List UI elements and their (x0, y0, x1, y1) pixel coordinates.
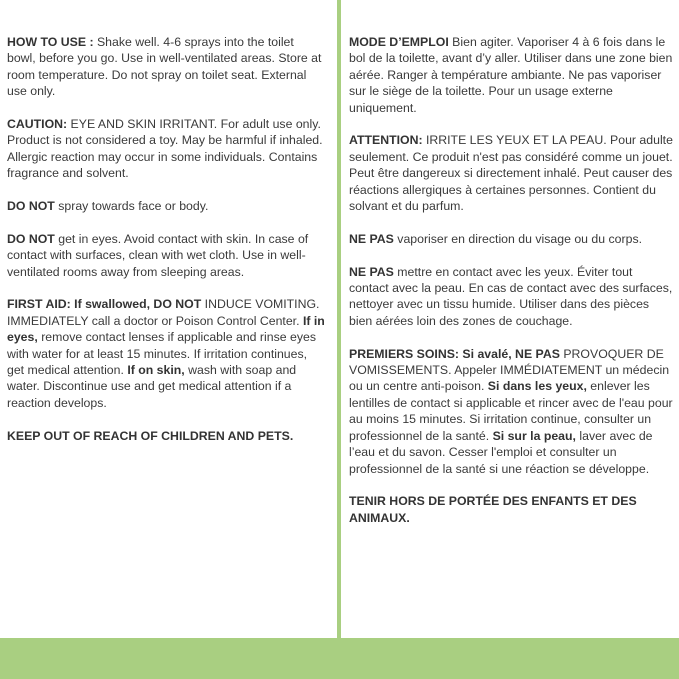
ne-pas-yeux-heading: NE PAS (349, 264, 394, 279)
first-aid-text-1: INDUCE VOMITING. IMMEDIATELY call a doctor or Poison Control Center. (7, 297, 320, 328)
caution-text: EYE AND SKIN IRRITANT. For adult use only. Product is not considered a toy. May be harmful if inhaled. Allergic reaction may occur in some individuals. Contains fragrance and solvent. (7, 117, 323, 181)
caution-heading: CAUTION: (7, 117, 68, 132)
premiers-soins-section (349, 346, 674, 477)
do-not-spray-heading: DO NOT (7, 199, 55, 214)
mode-emploi-section (349, 34, 674, 116)
do-not-eyes-heading: DO NOT (7, 231, 55, 246)
ne-pas-vaporiser-heading: NE PAS (349, 231, 394, 246)
premiers-soins-skin-heading: Si sur la peau, (492, 428, 576, 443)
first-aid-text-2: remove contact lenses if applicable and rinse eyes with water for at least 15 minutes. If irritation continues, get medical attention. (7, 330, 316, 378)
mode-emploi-heading: MODE D’EMPLOI (349, 35, 449, 49)
do-not-eyes-text: get in eyes. Avoid contact with skin. In case of contact with surfaces, clean with wet cloth. Use in well-ventilated rooms away from sleeping areas. (7, 231, 309, 279)
how-to-use-heading: HOW TO USE : (7, 35, 94, 49)
ne-pas-vaporiser-section (349, 231, 674, 247)
first-aid-heading: FIRST AID: If swallowed, DO NOT (7, 297, 202, 312)
first-aid-skin-heading: If on skin, (127, 363, 185, 378)
premiers-soins-heading: PREMIERS SOINS: Si avalé, NE PAS (349, 346, 560, 361)
first-aid-text-3: wash with soap and water. Discontinue use and get medical attention if a reaction develops. (7, 363, 297, 410)
do-not-spray-text: spray towards face or body. (54, 199, 209, 214)
tenir-hors-de-portee-warning: TENIR HORS DE PORTÉE DES ENFANTS ET DES ANIMAUX. (349, 494, 637, 525)
keep-out-of-reach-warning: KEEP OUT OF REACH OF CHILDREN AND PETS. (7, 428, 294, 443)
premiers-soins-text-2: enlever les lentilles de contact si applicable et rincer avec de l'eau pour au moins 15 minutes. Si irritation continue, consulter un professionnel de la santé. (349, 379, 673, 443)
how-to-use-text: Shake well. 4-6 sprays into the toilet bowl, before you go. Use in well-ventilated areas. Store at room temperature. Do not spray on toilet seat. External use only. (7, 35, 322, 99)
ne-pas-yeux-section (349, 264, 674, 330)
caution-section (7, 116, 325, 182)
attention-text: IRRITE LES YEUX ET LA PEAU. Pour adulte seulement. Ce produit n'est pas considéré comme un jouet. Peut être dangereux si directement inhalé. Peut causer des réactions allergiques à certaines personnes. Contient du solvant et du parfum. (349, 133, 673, 214)
attention-section (349, 132, 674, 214)
first-aid-section (7, 296, 325, 411)
premiers-soins-text-3: laver avec de l’eau et du savon. Cesser l'emploi et consulter un professionnel de la santé si une réaction se développe. (349, 428, 653, 476)
first-aid-eyes-heading: If in eyes, (7, 313, 325, 345)
french-instructions-column (349, 34, 674, 543)
do-not-spray-section (7, 198, 325, 214)
premiers-soins-text-1: PROVOQUER DE VOMISSEMENTS. Appeler IMMÉDIATEMENT un médecin ou un centre anti-poison. (349, 346, 670, 394)
do-not-eyes-section (7, 231, 325, 280)
ne-pas-yeux-text: mettre en contact avec les yeux. Éviter tout contact avec la peau. En cas de contact avec des surfaces, nettoyer avec un tissu humide. Utiliser dans des pièces bien aérées loin des zones de couchage. (349, 264, 673, 328)
ne-pas-vaporiser-text: vaporiser en direction du visage ou du corps. (393, 231, 643, 246)
how-to-use-section (7, 34, 325, 100)
column-divider (337, 0, 341, 640)
mode-emploi-text: Bien agiter. Vaporiser 4 à 6 fois dans le bol de la toilette, avant d’y aller. Utiliser dans une zone bien aérée. Ranger à température ambiante. Ne pas vaporiser sur le siège de la toilette. Pour un usage externe uniquement. (349, 35, 673, 115)
attention-heading: ATTENTION: (349, 133, 423, 148)
footer-band (0, 638, 679, 679)
english-instructions-column (7, 34, 325, 460)
premiers-soins-eyes-heading: Si dans les yeux, (487, 379, 587, 394)
